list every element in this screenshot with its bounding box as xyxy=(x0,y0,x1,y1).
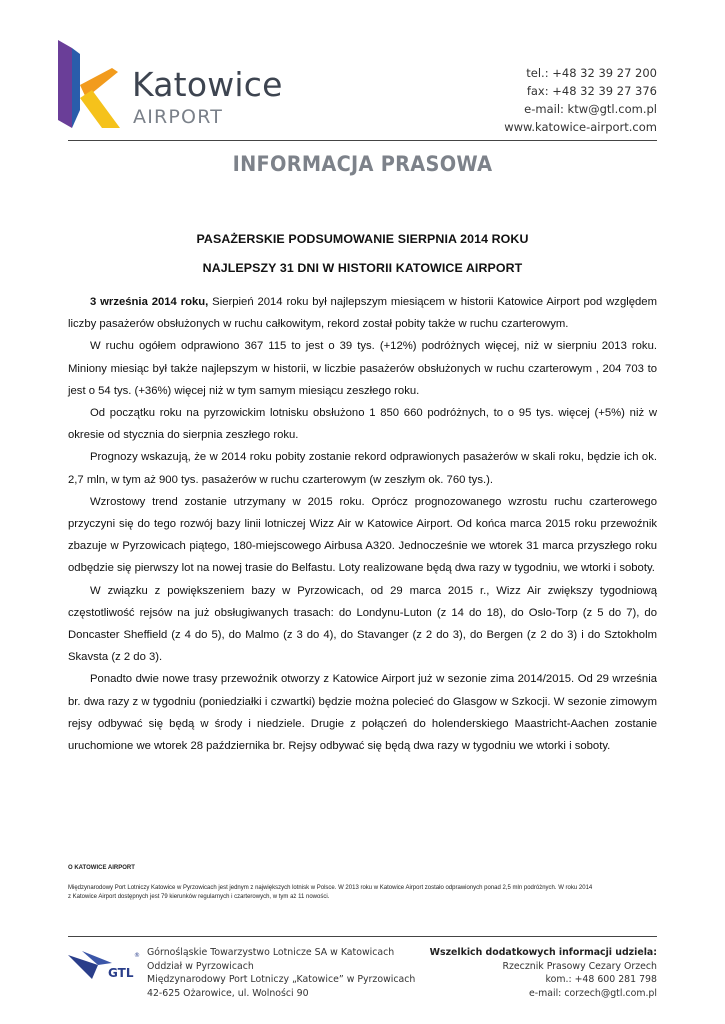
footer-press-contact xyxy=(430,946,657,1000)
contact-phone: tel.: +48 32 39 27 200 xyxy=(526,66,657,80)
paragraph-7: Ponadto dwie nowe trasy przewoźnik otworzy z Katowice Airport już w sezonie zima 2014/2015. Od 29 września br. dwa razy z w tygodniu (poniedziałki i czwartki) będzie można polecieć do Glasgow w Szkocji. W sezonie zimowym rejsy odbywać się będą w środy i niedziele. Drugie z połączeń do holenderskiego Maastricht-Aachen zostanie uruchomione we wtorek 28 października br. Rejsy odbywać się będą dwa razy w tygodniu we wtorki i soboty. xyxy=(68,673,657,753)
footer-press-name: Rzecznik Prasowy Cezary Orzech xyxy=(502,960,657,972)
footer-company-line-1: Górnośląskie Towarzystwo Lotnicze SA w Katowicach xyxy=(147,947,395,958)
gtl-plane-icon xyxy=(68,949,142,981)
footer-company-line-2: Oddział w Pyrzowicach xyxy=(147,960,254,972)
svg-text:®: ® xyxy=(134,952,140,959)
paragraph-1 xyxy=(68,291,657,335)
paragraph-4: Prognozy wskazują, że w 2014 roku pobity zostanie rekord odprawionych pasażerów w skali roku, będzie ich ok. 2,7 mln, w tym aż 900 tys. pasażerów w ruchu czarterowym (w zeszłym ok. 760 tys.). xyxy=(68,451,657,486)
paragraph-1-text: Sierpień 2014 roku był najlepszym miesiącem w historii Katowice Airport pod względem liczby pasażerów obsłużonych w ruchu całkowitym, rekord został pobity także w ruchu czarterowym. xyxy=(68,296,657,331)
paragraph-2: W ruchu ogółem odprawiono 367 115 to jest o 39 tys. (+12%) podróżnych więcej, niż w sierpniu 2013 roku. Miniony miesiąc był także najlepszym w historii, w liczbie pasażerów obsłużonych w ruchu czarterowym , 204 703 to jest o 54 tys. (+36%) więcej niż w tym samym miesiącu zeszłego roku. xyxy=(68,340,657,397)
footer-divider xyxy=(68,936,657,937)
about-line-1: Międzynarodowy Port Lotniczy Katowice w Pyrzowicach jest jednym z największych lotnisk w Polsce. W 2013 roku w Katowice Airport zostało odprawionych ponad 2,5 mln podróżnych. W roku 2014 xyxy=(68,885,593,891)
gtl-logo xyxy=(68,949,142,981)
headline-primary: PASAŻERSKIE PODSUMOWANIE SIERPNIA 2014 ROKU xyxy=(196,232,529,246)
footer-company-line-4: 42-625 Ożarowice, ul. Wolności 90 xyxy=(147,987,309,999)
headline-secondary: NAJLEPSZY 31 DNI W HISTORII KATOWICE AIRPORT xyxy=(202,261,523,275)
contact-email[interactable]: e-mail: ktw@gtl.com.pl xyxy=(524,102,657,116)
footer-press-email[interactable]: e-mail: corzech@gtl.com.pl xyxy=(528,987,657,999)
k-logo-mark-icon xyxy=(58,40,128,132)
about-section xyxy=(68,864,657,902)
footer-company-line-3: Międzynarodowy Port Lotniczy „Katowice” w Pyrzowicach xyxy=(147,974,416,986)
paragraph-5: Wzrostowy trend zostanie utrzymany w 2015 roku. Oprócz prognozowanego wzrostu ruchu czarterowego przyczyni się do tego rozwój bazy linii lotniczej Wizz Air w Katowice Airport. Od końca marca 2015 roku przewoźnik zbazuje w Pyrzowicach piątego, 180-miejscowego Airbusa A320. Jednocześnie we wtorek 31 marca przyszłego roku odbędzie się pierwszy lot na nowej trasie do Belfastu. Loty realizowane będą dwa razy w tygodniu, we wtorki i soboty. xyxy=(68,495,657,575)
katowice-airport-logo xyxy=(58,40,298,132)
contact-fax: fax: +48 32 39 27 376 xyxy=(526,84,657,98)
paragraph-6: W związku z powiększeniem bazy w Pyrzowicach, od 29 marca 2015 r., Wizz Air zwiększy tygodniową częstotliwość rejsów na już obsługiwanych trasach: do Londynu-Luton (z 14 do 18), do Oslo-Torp (z 5 do 7), do Doncaster Sheffield (z 4 do 5), do Malmo (z 3 do 4), do Stavanger (z 2 do 3), do Bergen (z 2 do 3) i do Sztokholm Skavsta (z 2 do 3). xyxy=(68,584,657,664)
about-title: O KATOWICE AIRPORT xyxy=(68,865,135,871)
footer-press-phone: kom.: +48 600 281 798 xyxy=(545,974,657,986)
footer-press-title: Wszelkich dodatkowych informacji udziela: xyxy=(429,947,657,958)
contact-website[interactable]: www.katowice-airport.com xyxy=(504,120,657,134)
dateline: 3 września 2014 roku, xyxy=(90,296,209,308)
footer-company-info xyxy=(147,946,415,1000)
article-body xyxy=(68,291,657,757)
paragraph-3: Od początku roku na pyrzowickim lotnisku obsłużono 1 850 660 podróżnych, to o 95 tys. więcej (+5%) niż w okresie od stycznia do sierpnia zeszłego roku. xyxy=(68,407,657,442)
about-line-2: z Katowice Airport dostępnych jest 79 kierunków regularnych i czarterowych, w tym aż 11 nowości. xyxy=(68,894,330,900)
contact-block xyxy=(504,64,657,136)
logo-name: Katowice xyxy=(132,65,283,104)
section-title: INFORMACJA PRASOWA xyxy=(232,152,493,176)
gtl-label: GTL xyxy=(108,966,134,980)
logo-subtitle: AIRPORT xyxy=(133,106,224,128)
header-divider xyxy=(68,140,657,141)
